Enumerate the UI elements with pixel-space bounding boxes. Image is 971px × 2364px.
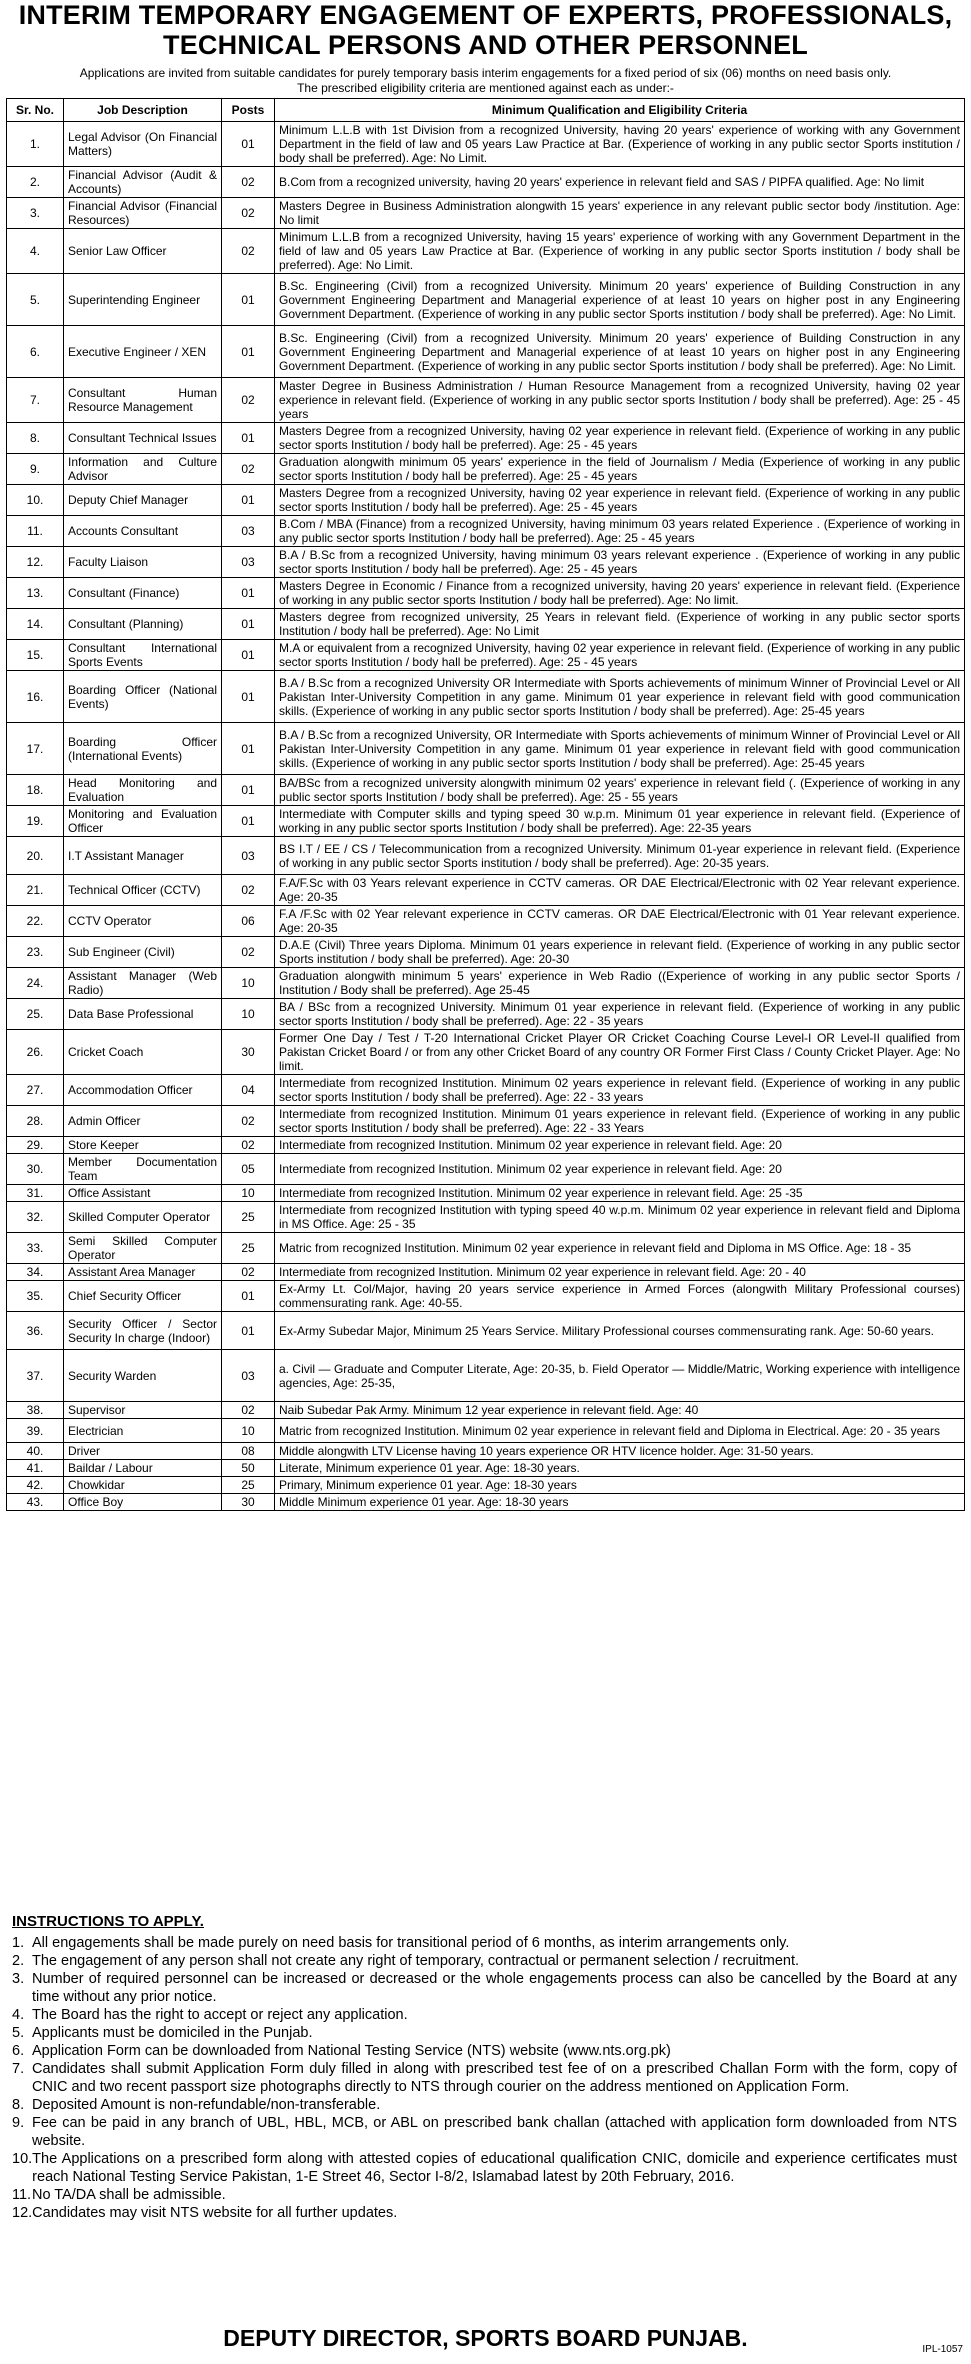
table-row bbox=[7, 1030, 965, 1075]
job-cell: Consultant Human Resource Management bbox=[64, 378, 222, 423]
job-cell: Deputy Chief Manager bbox=[64, 485, 222, 516]
table-row bbox=[7, 775, 965, 806]
sr-cell: 9. bbox=[7, 454, 64, 485]
table-row bbox=[7, 1443, 965, 1460]
criteria-cell: Primary, Minimum experience 01 year. Age: 18-30 years bbox=[275, 1477, 965, 1494]
instruction-text: The Applications on a prescribed form along with attested copies of educational qualification CNIC, domicile and experience certificates must reach National Testing Service Pakistan, 1-E Street 46, Sector I-8/2, Islamabad latest by 20th February, 2016. bbox=[32, 2151, 957, 2185]
instruction-item bbox=[12, 2204, 957, 2222]
table-row bbox=[7, 1477, 965, 1494]
table-row bbox=[7, 423, 965, 454]
job-cell: Technical Officer (CCTV) bbox=[64, 875, 222, 906]
criteria-cell: BA / BSc from a recognized University. Minimum 01 year experience in relevant field. (Experience of working in any public sector sports Institution / body shall be preferred). Age: 22 - 35 years bbox=[275, 999, 965, 1030]
posts-cell: 25 bbox=[222, 1233, 275, 1264]
job-cell: Legal Advisor (On Financial Matters) bbox=[64, 122, 222, 167]
posts-cell: 03 bbox=[222, 1350, 275, 1402]
instruction-text: Fee can be paid in any branch of UBL, HBL, MCB, or ABL on prescribed bank challan (attached with application form downloaded from NTS website. bbox=[32, 2115, 957, 2149]
table-row bbox=[7, 671, 965, 723]
posts-cell: 02 bbox=[222, 454, 275, 485]
table-row bbox=[7, 968, 965, 999]
criteria-cell: Graduation alongwith minimum 05 years' experience in the field of Journalism / Media (Experience of working in any public sector sports Institution / body hall be preferred). Age: 25 - 45 years bbox=[275, 454, 965, 485]
table-row bbox=[7, 454, 965, 485]
job-cell: Baildar / Labour bbox=[64, 1460, 222, 1477]
sr-cell: 6. bbox=[7, 326, 64, 378]
instruction-number: 9. bbox=[12, 2115, 25, 2131]
criteria-cell: Intermediate from recognized Institution. Minimum 01 years experience in relevant field. (Experience of working in any public sector sports Institution / body shall be preferred). Age: 22 - 33 Years bbox=[275, 1106, 965, 1137]
posts-cell: 02 bbox=[222, 875, 275, 906]
table-row bbox=[7, 547, 965, 578]
instruction-number: 10. bbox=[12, 2151, 33, 2167]
sr-cell: 28. bbox=[7, 1106, 64, 1137]
criteria-cell: B.Sc. Engineering (Civil) from a recognized University. Minimum 20 years' experience of Building Construction in any Government Engineering Department and Managerial experience of at least 10 years on higher post in any Engineering Government Department. (Experience of working in any public sector Sports institution / body shall be preferred). Age: No Limit. bbox=[275, 326, 965, 378]
table-row bbox=[7, 1154, 965, 1185]
criteria-cell: Masters degree from recognized university, 25 Years in relevant field. (Experience of working in any public sector sports Institution / body hall be preferred). Age: No Limit bbox=[275, 609, 965, 640]
sr-cell: 8. bbox=[7, 423, 64, 454]
table-row bbox=[7, 167, 965, 198]
posts-cell: 06 bbox=[222, 906, 275, 937]
criteria-cell: Matric from recognized Institution. Minimum 02 year experience in relevant field and Diploma in Electrical. Age: 20 - 35 years bbox=[275, 1419, 965, 1443]
sr-cell: 29. bbox=[7, 1137, 64, 1154]
job-cell: Admin Officer bbox=[64, 1106, 222, 1137]
table-row bbox=[7, 229, 965, 274]
sr-cell: 4. bbox=[7, 229, 64, 274]
criteria-cell: Literate, Minimum experience 01 year. Age: 18-30 years. bbox=[275, 1460, 965, 1477]
job-cell: Consultant (Finance) bbox=[64, 578, 222, 609]
sr-cell: 10. bbox=[7, 485, 64, 516]
criteria-cell: Masters Degree in Economic / Finance from a recognized university, having 20 years' experience in relevant field. (Experience of working in any public sector sports Institution / body hall be preferred). Age: No limit. bbox=[275, 578, 965, 609]
instruction-item bbox=[12, 2006, 957, 2024]
positions-table bbox=[6, 98, 965, 1511]
instruction-item bbox=[12, 2024, 957, 2042]
criteria-cell: Masters Degree in Business Administration alongwith 15 years' experience in any relevant public sector body /institution. Age: No limit bbox=[275, 198, 965, 229]
posts-cell: 03 bbox=[222, 837, 275, 875]
posts-cell: 10 bbox=[222, 968, 275, 999]
sr-cell: 25. bbox=[7, 999, 64, 1030]
table-row bbox=[7, 516, 965, 547]
table-row bbox=[7, 609, 965, 640]
instruction-number: 2. bbox=[12, 1953, 25, 1969]
title-line-1: INTERIM TEMPORARY ENGAGEMENT OF EXPERTS, PROFESSIONALS, bbox=[18, 0, 953, 30]
posts-cell: 03 bbox=[222, 516, 275, 547]
job-cell: Member Documentation Team bbox=[64, 1154, 222, 1185]
intro-line-1: Applications are invited from suitable candidates for purely temporary basis interim engagements for a fixed period of six (06) months on need basis only. bbox=[79, 66, 892, 80]
job-cell: Driver bbox=[64, 1443, 222, 1460]
posts-cell: 02 bbox=[222, 1137, 275, 1154]
posts-cell: 02 bbox=[222, 167, 275, 198]
job-cell: Chief Security Officer bbox=[64, 1281, 222, 1312]
table-row bbox=[7, 723, 965, 775]
sr-cell: 26. bbox=[7, 1030, 64, 1075]
sr-cell: 32. bbox=[7, 1202, 64, 1233]
instruction-text: The Board has the right to accept or reject any application. bbox=[32, 2007, 408, 2023]
sr-cell: 22. bbox=[7, 906, 64, 937]
sr-cell: 20. bbox=[7, 837, 64, 875]
header-criteria: Minimum Qualification and Eligibility Criteria bbox=[275, 99, 965, 122]
posts-cell: 01 bbox=[222, 609, 275, 640]
job-cell: Senior Law Officer bbox=[64, 229, 222, 274]
sr-cell: 12. bbox=[7, 547, 64, 578]
instruction-text: Applicants must be domiciled in the Punjab. bbox=[32, 2025, 313, 2041]
criteria-cell: B.Sc. Engineering (Civil) from a recognized University. Minimum 20 years' experience of Building Construction in any Government Engineering Department and Managerial experience of at least 10 years on higher post in any Engineering Government Department. (Experience of working in any public sector Sports institution / body shall be preferred). Age: No Limit. bbox=[275, 274, 965, 326]
sr-cell: 39. bbox=[7, 1419, 64, 1443]
job-cell: Consultant Technical Issues bbox=[64, 423, 222, 454]
table-row bbox=[7, 937, 965, 968]
posts-cell: 10 bbox=[222, 1185, 275, 1202]
instruction-text: Deposited Amount is non-refundable/non-transferable. bbox=[32, 2097, 381, 2113]
job-cell: Skilled Computer Operator bbox=[64, 1202, 222, 1233]
job-cell: Consultant International Sports Events bbox=[64, 640, 222, 671]
sr-cell: 27. bbox=[7, 1075, 64, 1106]
job-cell: Executive Engineer / XEN bbox=[64, 326, 222, 378]
table-row bbox=[7, 1281, 965, 1312]
posts-cell: 01 bbox=[222, 423, 275, 454]
criteria-cell: Intermediate from recognized Institution. Minimum 02 year experience in relevant field. Age: 20 - 40 bbox=[275, 1264, 965, 1281]
instruction-text: The engagement of any person shall not create any right of temporary, contractual or permanent selection / recruitment. bbox=[32, 1953, 800, 1969]
sr-cell: 13. bbox=[7, 578, 64, 609]
table-row bbox=[7, 378, 965, 423]
table-row bbox=[7, 1402, 965, 1419]
instruction-number: 5. bbox=[12, 2025, 25, 2041]
job-cell: CCTV Operator bbox=[64, 906, 222, 937]
instruction-number: 8. bbox=[12, 2097, 25, 2113]
job-cell: Assistant Area Manager bbox=[64, 1264, 222, 1281]
job-cell: Store Keeper bbox=[64, 1137, 222, 1154]
job-cell: Office Boy bbox=[64, 1494, 222, 1511]
table-row bbox=[7, 578, 965, 609]
sr-cell: 30. bbox=[7, 1154, 64, 1185]
posts-cell: 02 bbox=[222, 1106, 275, 1137]
criteria-cell: Middle Minimum experience 01 year. Age: 18-30 years bbox=[275, 1494, 965, 1511]
table-row bbox=[7, 1202, 965, 1233]
job-cell: Financial Advisor (Audit & Accounts) bbox=[64, 167, 222, 198]
job-cell: Boarding Officer (National Events) bbox=[64, 671, 222, 723]
posts-cell: 01 bbox=[222, 806, 275, 837]
instruction-item bbox=[12, 1970, 957, 2006]
header-sr-no: Sr. No. bbox=[7, 99, 64, 122]
sr-cell: 34. bbox=[7, 1264, 64, 1281]
sr-cell: 2. bbox=[7, 167, 64, 198]
table-row bbox=[7, 640, 965, 671]
job-cell: Security Officer / Sector Security In charge (Indoor) bbox=[64, 1312, 222, 1350]
posts-cell: 03 bbox=[222, 547, 275, 578]
table-row bbox=[7, 999, 965, 1030]
sr-cell: 14. bbox=[7, 609, 64, 640]
job-cell: Data Base Professional bbox=[64, 999, 222, 1030]
table-row bbox=[7, 1460, 965, 1477]
sr-cell: 41. bbox=[7, 1460, 64, 1477]
table-row bbox=[7, 1233, 965, 1264]
instruction-text: No TA/DA shall be admissible. bbox=[32, 2187, 226, 2203]
instruction-text: Candidates shall submit Application Form duly filled in along with prescribed test fee of on a prescribed Challan Form with the form, copy of CNIC and two recent passport size photographs directly to NTS through courier on the address mentioned on Application Form. bbox=[32, 2061, 957, 2095]
table-row bbox=[7, 1075, 965, 1106]
intro-line-2: The prescribed eligibility criteria are mentioned against each as under:- bbox=[297, 81, 674, 95]
instruction-text: Number of required personnel can be increased or decreased or the whole engagements process can also be cancelled by the Board at any time without any prior notice. bbox=[32, 1971, 957, 2005]
posts-cell: 02 bbox=[222, 1402, 275, 1419]
job-cell: Assistant Manager (Web Radio) bbox=[64, 968, 222, 999]
sr-cell: 35. bbox=[7, 1281, 64, 1312]
table-row bbox=[7, 122, 965, 167]
criteria-cell: D.A.E (Civil) Three years Diploma. Minimum 01 years experience in relevant field. (Experience of working in any public sector Sports institution / body shall be preferred). Age: 20-30 bbox=[275, 937, 965, 968]
instruction-number: 7. bbox=[12, 2061, 25, 2077]
job-cell: Head Monitoring and Evaluation bbox=[64, 775, 222, 806]
table-row bbox=[7, 1494, 965, 1511]
job-cell: Superintending Engineer bbox=[64, 274, 222, 326]
posts-cell: 50 bbox=[222, 1460, 275, 1477]
job-cell: Accommodation Officer bbox=[64, 1075, 222, 1106]
table-row bbox=[7, 1419, 965, 1443]
criteria-cell: BA/BSc from a recognized university alongwith minimum 02 years' experience in relevant field (. (Experience of working in any public sector sports Institution / body shall be preferred). Age: 25 - 55 years bbox=[275, 775, 965, 806]
posts-cell: 01 bbox=[222, 1312, 275, 1350]
instruction-item bbox=[12, 2042, 957, 2060]
job-cell: Consultant (Planning) bbox=[64, 609, 222, 640]
posts-cell: 02 bbox=[222, 1264, 275, 1281]
job-cell: Faculty Liaison bbox=[64, 547, 222, 578]
criteria-cell: F.A /F.Sc with 02 Year relevant experience in CCTV cameras. OR DAE Electrical/Electronic with 01 Year relevant experience. Age: 20-35 bbox=[275, 906, 965, 937]
sr-cell: 36. bbox=[7, 1312, 64, 1350]
sr-cell: 31. bbox=[7, 1185, 64, 1202]
instruction-item bbox=[12, 2186, 957, 2204]
criteria-cell: Master Degree in Business Administration / Human Resource Management from a recognized University, having 02 year experience in relevant field. (Experience of working in any public sector sports Institution / body shall be preferred). Age: 25 - 45 years bbox=[275, 378, 965, 423]
instruction-item bbox=[12, 2114, 957, 2150]
criteria-cell: Middle alongwith LTV License having 10 years experience OR HTV licence holder. Age: 31-50 years. bbox=[275, 1443, 965, 1460]
job-cell: Information and Culture Advisor bbox=[64, 454, 222, 485]
job-cell: I.T Assistant Manager bbox=[64, 837, 222, 875]
sr-cell: 42. bbox=[7, 1477, 64, 1494]
table-row bbox=[7, 1264, 965, 1281]
table-row bbox=[7, 326, 965, 378]
sr-cell: 15. bbox=[7, 640, 64, 671]
criteria-cell: Masters Degree from a recognized University, having 02 year experience in relevant field. (Experience of working in any public sector sports Institution / body hall be preferred). Age: 25 - 45 years bbox=[275, 485, 965, 516]
posts-cell: 08 bbox=[222, 1443, 275, 1460]
posts-cell: 05 bbox=[222, 1154, 275, 1185]
criteria-cell: Intermediate from recognized Institution. Minimum 02 year experience in relevant field. Age: 20 bbox=[275, 1137, 965, 1154]
instruction-item bbox=[12, 2096, 957, 2114]
table-row bbox=[7, 1137, 965, 1154]
posts-cell: 01 bbox=[222, 640, 275, 671]
posts-cell: 02 bbox=[222, 198, 275, 229]
posts-cell: 01 bbox=[222, 1281, 275, 1312]
table-row bbox=[7, 875, 965, 906]
instruction-number: 6. bbox=[12, 2043, 25, 2059]
posts-cell: 02 bbox=[222, 937, 275, 968]
job-cell: Office Assistant bbox=[64, 1185, 222, 1202]
sr-cell: 17. bbox=[7, 723, 64, 775]
sr-cell: 21. bbox=[7, 875, 64, 906]
sr-cell: 40. bbox=[7, 1443, 64, 1460]
signatory-footer: DEPUTY DIRECTOR, SPORTS BOARD PUNJAB. bbox=[223, 2325, 748, 2351]
instruction-number: 11. bbox=[12, 2187, 32, 2203]
criteria-cell: B.A / B.Sc from a recognized University, OR Intermediate with Sports achievements of minimum Winner of Provincial Level or All Pakistan Inter-University Competition in any game. Minimum 01 year experience in relevant field with good communication skills. (Experience of working in any public sector sports Institution / body shall be preferred). Age: 25-45 years bbox=[275, 723, 965, 775]
posts-cell: 02 bbox=[222, 229, 275, 274]
job-cell: Supervisor bbox=[64, 1402, 222, 1419]
instruction-item bbox=[12, 1952, 957, 1970]
posts-cell: 30 bbox=[222, 1030, 275, 1075]
sr-cell: 7. bbox=[7, 378, 64, 423]
instructions-heading: INSTRUCTIONS TO APPLY. bbox=[12, 1913, 204, 1930]
job-cell: Chowkidar bbox=[64, 1477, 222, 1494]
criteria-cell: Former One Day / Test / T-20 International Cricket Player OR Cricket Coaching Course Level-I OR Level-II qualified from Pakistan Cricket Board / or from any other Cricket Board of any country OR Former First Class / County Cricket Player. Age: No limit. bbox=[275, 1030, 965, 1075]
title-line-2: TECHNICAL PERSONS AND OTHER PERSONNEL bbox=[163, 30, 808, 60]
job-cell: Semi Skilled Computer Operator bbox=[64, 1233, 222, 1264]
criteria-cell: Intermediate from recognized Institution. Minimum 02 year experience in relevant field. Age: 20 bbox=[275, 1154, 965, 1185]
job-cell: Electrician bbox=[64, 1419, 222, 1443]
posts-cell: 01 bbox=[222, 775, 275, 806]
sr-cell: 19. bbox=[7, 806, 64, 837]
criteria-cell: Graduation alongwith minimum 5 years' experience in Web Radio ((Experience of working in any public sector Sports / Institution / Body shall be preferred). Age 25-45 bbox=[275, 968, 965, 999]
posts-cell: 01 bbox=[222, 485, 275, 516]
criteria-cell: Intermediate from recognized Institution. Minimum 02 years experience in relevant field. (Experience of working in any public sector sports Institution / body shall be preferred). Age: 22 - 33 years bbox=[275, 1075, 965, 1106]
job-cell: Security Warden bbox=[64, 1350, 222, 1402]
criteria-cell: BS I.T / EE / CS / Telecommunication from a recognized University. Minimum 01-year experience in relevant field. (Experience of working in any public sector Sports institution / body shall be preferred). Age: 20-35 years. bbox=[275, 837, 965, 875]
criteria-cell: Intermediate from recognized Institution with typing speed 40 w.p.m. Minimum 02 year experience in relevant field and Diploma in MS Office. Age: 25 - 35 bbox=[275, 1202, 965, 1233]
instruction-number: 4. bbox=[12, 2007, 25, 2023]
criteria-cell: Intermediate from recognized Institution. Minimum 02 year experience in relevant field. Age: 25 -35 bbox=[275, 1185, 965, 1202]
instruction-item bbox=[12, 2060, 957, 2096]
posts-cell: 25 bbox=[222, 1202, 275, 1233]
criteria-cell: Minimum L.L.B from a recognized University, having 15 years' experience of working with any Government Department in the field of law and 05 years Law Practice at Bar. (Experience of working in any public sector Sports institution / body shall be preferred). Age: No Limit. bbox=[275, 229, 965, 274]
posts-cell: 01 bbox=[222, 326, 275, 378]
criteria-cell: a. Civil — Graduate and Computer Literate, Age: 20-35, b. Field Operator — Middle/Matric, Working experience with intelligence agencies, Age: 25-35, bbox=[275, 1350, 965, 1402]
intro-text bbox=[0, 66, 971, 96]
job-cell: Sub Engineer (Civil) bbox=[64, 937, 222, 968]
sr-cell: 33. bbox=[7, 1233, 64, 1264]
posts-cell: 10 bbox=[222, 1419, 275, 1443]
criteria-cell: Masters Degree from a recognized University, having 02 year experience in relevant field. (Experience of working in any public sector sports Institution / body hall be preferred). Age: 25 - 45 years bbox=[275, 423, 965, 454]
table-header-row bbox=[7, 99, 965, 122]
sr-cell: 24. bbox=[7, 968, 64, 999]
criteria-cell: Minimum L.L.B with 1st Division from a recognized University, having 20 years' experience of working with any Government Department in the field of law and 05 years Law Practice at Bar. (Experience of working in any public sector Sports institution / body shall be preferred). Age: No Limit. bbox=[275, 122, 965, 167]
sr-cell: 5. bbox=[7, 274, 64, 326]
posts-cell: 01 bbox=[222, 671, 275, 723]
sr-cell: 37. bbox=[7, 1350, 64, 1402]
reference-code: IPL-1057 bbox=[922, 2344, 963, 2355]
table-row bbox=[7, 1185, 965, 1202]
table-row bbox=[7, 837, 965, 875]
instruction-text: All engagements shall be made purely on need basis for transitional period of 6 months, as interim arrangements only. bbox=[32, 1935, 790, 1951]
table-row bbox=[7, 1106, 965, 1137]
sr-cell: 11. bbox=[7, 516, 64, 547]
header-job-description: Job Description bbox=[64, 99, 222, 122]
posts-cell: 01 bbox=[222, 122, 275, 167]
posts-cell: 10 bbox=[222, 999, 275, 1030]
sr-cell: 43. bbox=[7, 1494, 64, 1511]
page-title bbox=[0, 0, 971, 60]
criteria-cell: Naib Subedar Pak Army. Minimum 12 year experience in relevant field. Age: 40 bbox=[275, 1402, 965, 1419]
posts-cell: 25 bbox=[222, 1477, 275, 1494]
table-row bbox=[7, 806, 965, 837]
posts-cell: 01 bbox=[222, 274, 275, 326]
sr-cell: 1. bbox=[7, 122, 64, 167]
job-cell: Accounts Consultant bbox=[64, 516, 222, 547]
criteria-cell: B.Com / MBA (Finance) from a recognized University, having minimum 03 years related Experience . (Experience of working in any public sector sports Institution / body hall be preferred). Age: 25 - 45 years bbox=[275, 516, 965, 547]
criteria-cell: Intermediate with Computer skills and typing speed 30 w.p.m. Minimum 01 year experience in relevant field. (Experience of working in any public sector sports Institution / body shall be preferred). Age: 22-35 years bbox=[275, 806, 965, 837]
table-row bbox=[7, 1350, 965, 1402]
table-row bbox=[7, 198, 965, 229]
criteria-cell: F.A/F.Sc with 03 Years relevant experience in CCTV cameras. OR DAE Electrical/Electronic with 02 Year relevant experience. Age: 20-35 bbox=[275, 875, 965, 906]
job-cell: Boarding Officer (International Events) bbox=[64, 723, 222, 775]
header-posts: Posts bbox=[222, 99, 275, 122]
criteria-cell: M.A or equivalent from a recognized University, having 02 year experience in relevant field. (Experience of working in any public sector sports Institution / body hall be preferred). Age: 25 - 45 years bbox=[275, 640, 965, 671]
instruction-item bbox=[12, 1934, 957, 1952]
posts-cell: 01 bbox=[222, 723, 275, 775]
table-row bbox=[7, 485, 965, 516]
instruction-item bbox=[12, 2150, 957, 2186]
sr-cell: 18. bbox=[7, 775, 64, 806]
posts-cell: 04 bbox=[222, 1075, 275, 1106]
job-cell: Financial Advisor (Financial Resources) bbox=[64, 198, 222, 229]
posts-cell: 01 bbox=[222, 578, 275, 609]
instruction-number: 1. bbox=[12, 1935, 25, 1951]
posts-cell: 30 bbox=[222, 1494, 275, 1511]
posts-cell: 02 bbox=[222, 378, 275, 423]
sr-cell: 3. bbox=[7, 198, 64, 229]
criteria-cell: B.A / B.Sc from a recognized University OR Intermediate with Sports achievements of minimum Winner of Provincial Level or All Pakistan Inter-University Competition in any game. Minimum 01 year experience in relevant field with good communication skills. (Experience of working in any public sector sports Institution / body shall be preferred). Age: 25-45 years bbox=[275, 671, 965, 723]
instruction-text: Candidates may visit NTS website for all further updates. bbox=[32, 2205, 398, 2221]
criteria-cell: B.A / B.Sc from a recognized University, having minimum 03 years relevant experience . (Experience of working in any public sector sports Institution / body hall be preferred). Age: 25 - 45 years bbox=[275, 547, 965, 578]
sr-cell: 38. bbox=[7, 1402, 64, 1419]
table-row bbox=[7, 274, 965, 326]
sr-cell: 16. bbox=[7, 671, 64, 723]
criteria-cell: Matric from recognized Institution. Minimum 02 year experience in relevant field and Diploma in MS Office. Age: 18 - 35 bbox=[275, 1233, 965, 1264]
criteria-cell: Ex-Army Lt. Col/Major, having 20 years service experience in Armed Forces (alongwith Military Professional courses) commensurating rank. Age: 40-55. bbox=[275, 1281, 965, 1312]
sr-cell: 23. bbox=[7, 937, 64, 968]
instructions-list bbox=[12, 1934, 957, 2222]
table-row bbox=[7, 906, 965, 937]
instruction-text: Application Form can be downloaded from National Testing Service (NTS) website (www.nts.org.pk) bbox=[32, 2043, 671, 2059]
instruction-number: 3. bbox=[12, 1971, 25, 1987]
criteria-cell: B.Com from a recognized university, having 20 years' experience in relevant field and SAS / PIPFA qualified. Age: No limit bbox=[275, 167, 965, 198]
instruction-number: 12. bbox=[12, 2205, 33, 2221]
job-cell: Cricket Coach bbox=[64, 1030, 222, 1075]
job-cell: Monitoring and Evaluation Officer bbox=[64, 806, 222, 837]
table-row bbox=[7, 1312, 965, 1350]
criteria-cell: Ex-Army Subedar Major, Minimum 25 Years Service. Military Professional courses commensurating rank. Age: 50-60 years. bbox=[275, 1312, 965, 1350]
